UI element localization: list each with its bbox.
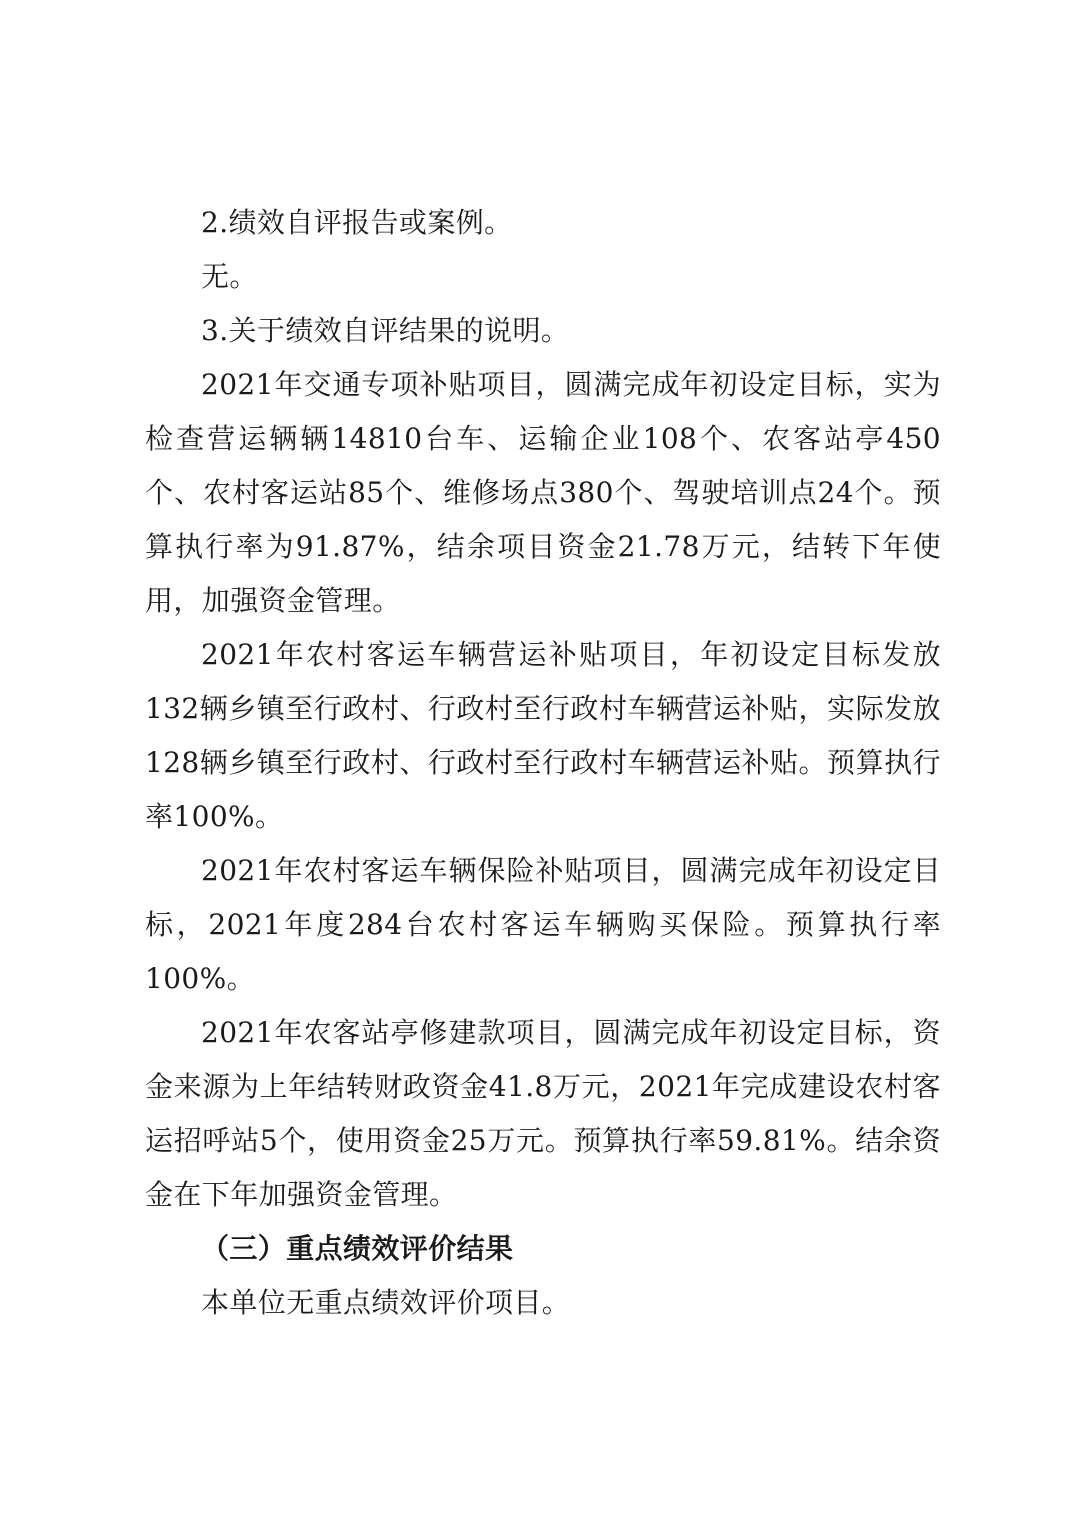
paragraph-transport-subsidy: 2021年交通专项补贴项目，圆满完成年初设定目标，实为检查营运辆辆14810台车、运输企业108个、农客站亭450个、农村客运站85个、维修场点380个、驾驶培训点24个。预算执行率为91.87%，结余项目资金21.78万元，结转下年使用，加强资金管理。: [145, 368, 941, 617]
paragraph-rural-bus-stop-construction: 2021年农客站亭修建款项目，圆满完成年初设定目标，资金来源为上年结转财政资金41.8万元，2021年完成建设农村客运招呼站5个，使用资金25万元。预算执行率59.81%。结余资金在下年加强资金管理。: [145, 1016, 941, 1211]
paragraph-no-key-evaluation: 本单位无重点绩效评价项目。: [201, 1286, 571, 1319]
item-heading-self-evaluation-report: 2.绩效自评报告或案例。: [201, 206, 513, 239]
paragraph-none: 无。: [201, 260, 258, 293]
paragraph-rural-bus-insurance-subsidy: 2021年农村客运车辆保险补贴项目，圆满完成年初设定目标，2021年度284台农村客运车辆购买保险。预算执行率100%。: [145, 854, 941, 995]
section-heading-key-evaluation: （三）重点绩效评价结果: [201, 1232, 514, 1265]
item-heading-results-explanation: 3.关于绩效自评结果的说明。: [201, 314, 570, 347]
paragraph-rural-bus-operation-subsidy: 2021年农村客运车辆营运补贴项目，年初设定目标发放132辆乡镇至行政村、行政村至行政村车辆营运补贴，实际发放128辆乡镇至行政村、行政村至行政村车辆营运补贴。预算执行率100%。: [145, 638, 941, 833]
document-body: [145, 196, 941, 1330]
